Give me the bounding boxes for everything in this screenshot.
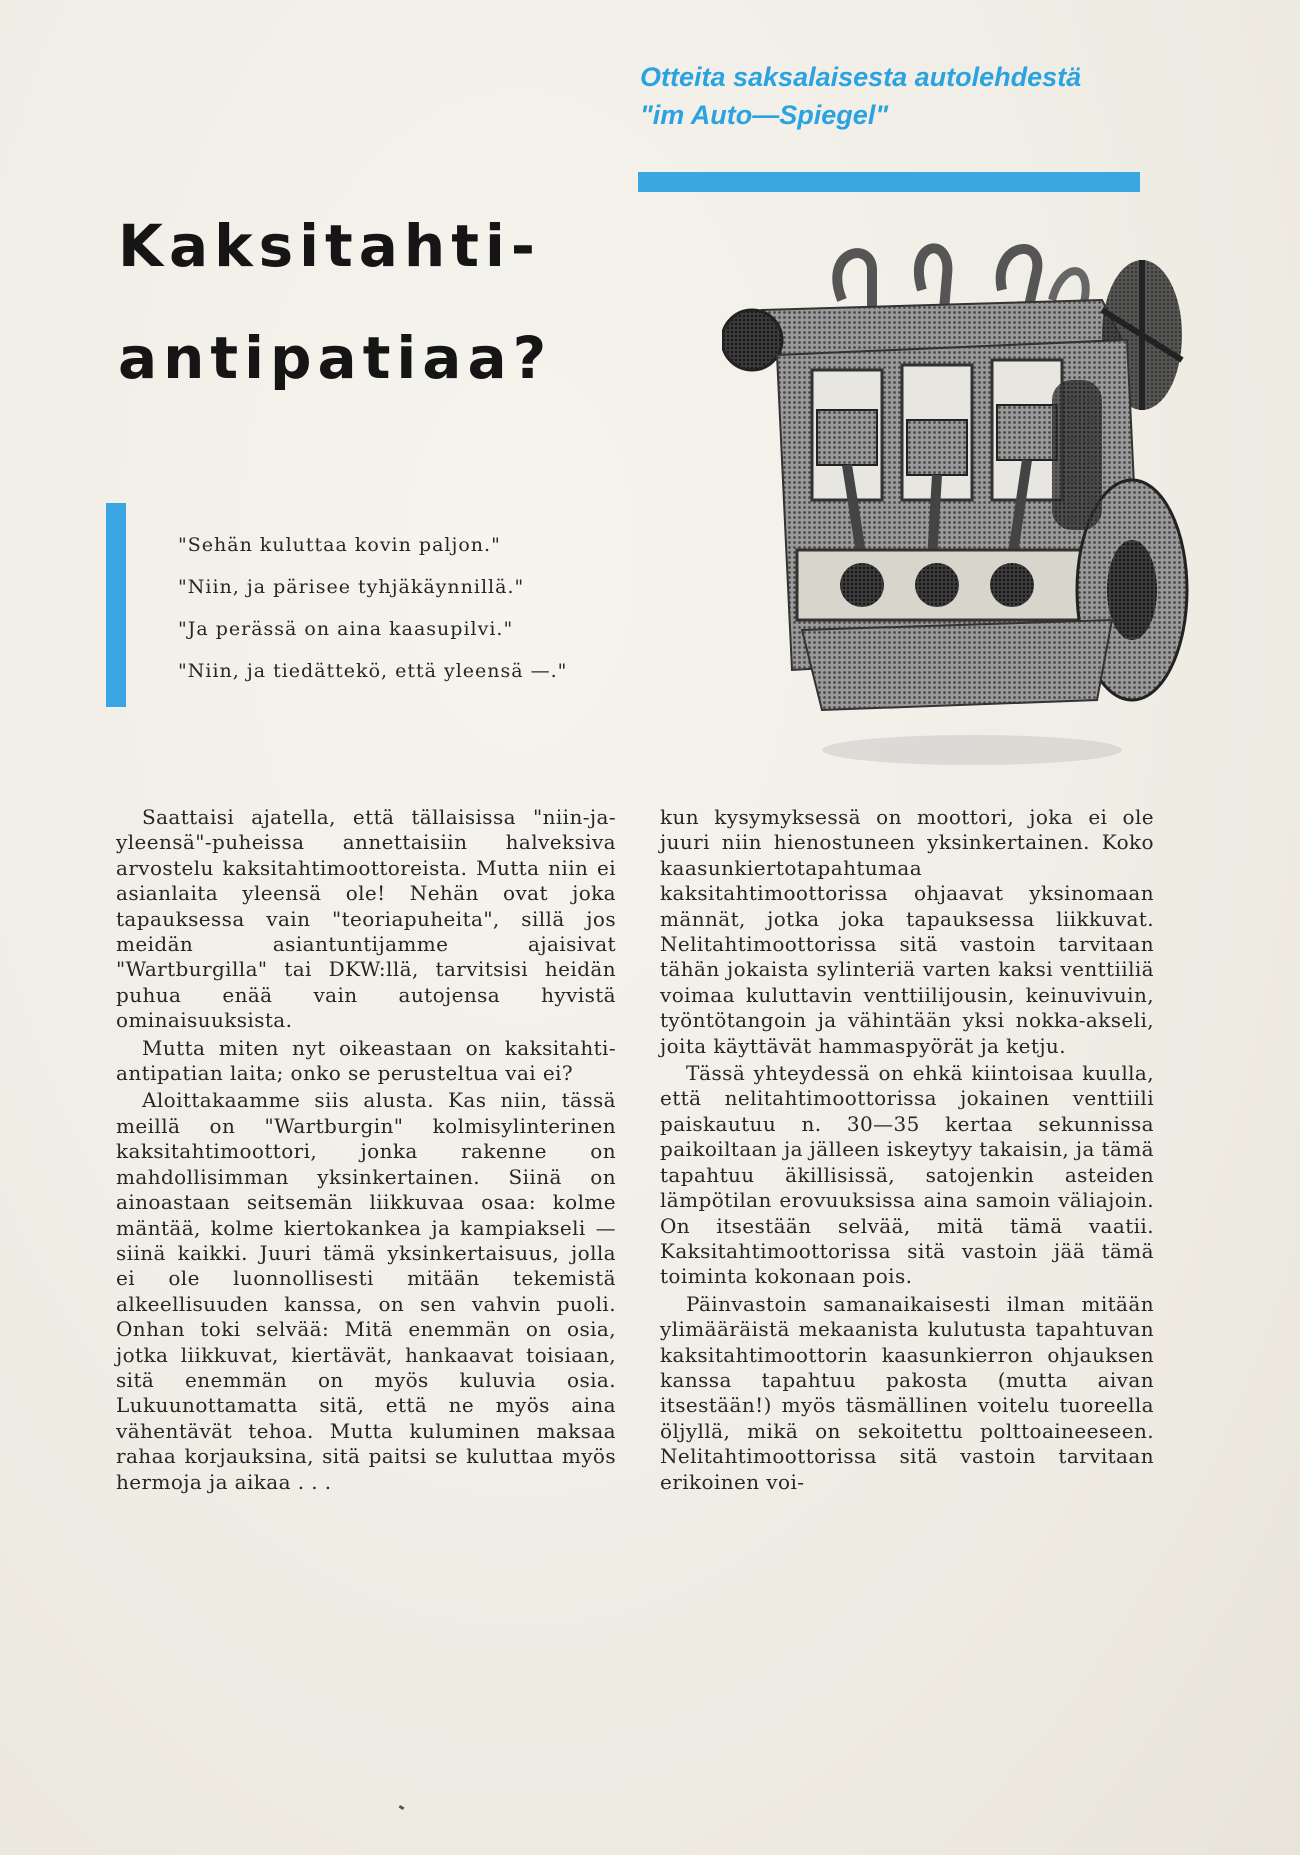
source-line-1: Otteita saksalaisesta autolehdestä (640, 62, 1082, 92)
dialogue-quotes (178, 524, 698, 692)
paragraph: Aloittakaamme siis alusta. Kas niin, tässä meillä on "Wartburgin" kolmisylinterinen kaksitahtimoottori, jonka rakenne on mahdollisimman yksinkertainen. Siinä on ainoastaan seitsemän liikkuvaa osaa: kolme mäntää, kolme kiertokankea ja kampiakseli — siinä kaikki. Juuri tämä yksinkertaisuus, jolla ei ole luonnollisesti mitään tekemistä alkeellisuuden kanssa, on sen vahvin puoli. Onhan toki selvää: Mitä enemmän on osia, jotka liikkuvat, kiertävät, hankaavat toisiaan, sitä enemmän on myös kuluvia osia. Lukuunottamatta sitä, että ne myös aina vähentävät tehoa. Mutta kuluminen maksaa rahaa korjauksina, sitä paitsi se kuluttaa myös hermoja ja aikaa . . . (116, 1088, 616, 1494)
paragraph: Mutta miten nyt oikeastaan on kaksitahti-antipatian laita; onko se perusteltua vai ei? (116, 1035, 616, 1086)
paragraph: Päinvastoin samanaikaisesti ilman mitään ylimääräistä mekaanista kulutusta tapahtuvan kaksitahtimoottorin kaasunkierron ohjauksen kanssa tapahtuu pakosta (mutta aivan itsestään!) myös täsmällinen voitelu tuoreella öljyllä, mikä on sekoitettu polttoaineeseen. Nelitahtimoottorissa sitä vastoin tarvitaan erikoinen voi- (660, 1291, 1154, 1494)
title-line-2: antipatiaa? (118, 324, 553, 392)
article-title (118, 190, 552, 414)
source-line-2: "im Auto—Spiegel" (640, 100, 889, 130)
paragraph: Saattaisi ajatella, että tällaisissa "niin-ja-yleensä"-puheissa annettaisiin halveksiva arvostelu kaksitahtimoottoreista. Mutta niin ei asianlaita yleensä ole! Nehän ovat joka tapauksessa vain "teoriapuheita", sillä jos meidän asiantuntijamme ajaisivat "Wartburgilla" tai DKW:llä, tarvitsisi heidän puhua enää vain autojensa hyvistä ominaisuuksista. (116, 805, 616, 1033)
title-line-1: Kaksitahti- (118, 212, 541, 280)
quote-line: "Sehän kuluttaa kovin paljon." (178, 534, 501, 556)
quote-line: "Niin, ja tiedättekö, että yleensä —." (178, 660, 568, 682)
quote-line: "Ja perässä on aina kaasupilvi." (178, 618, 514, 640)
right-text-column (660, 805, 1154, 1495)
source-caption (640, 58, 1200, 134)
paragraph: Tässä yhteydessä on ehkä kiintoisaa kuulla, että nelitahtimoottorissa jokainen venttiili paiskautuu n. 30—35 kertaa sekunnissa paikoiltaan ja jälleen iskeytyy takaisin, ja tämä tapahtuu äkillisissä, satojenkin asteiden lämpötilan erovuuksissa aina samoin väliajoin. On itsestään selvää, mitä tämä vaatii. Kaksitahtimoottorissa sitä vastoin jää tämä toiminta kokonaan pois. (660, 1061, 1155, 1289)
left-text-column (116, 805, 616, 1495)
engine-cutaway-icon (722, 230, 1192, 790)
quote-accent-bar (106, 503, 126, 707)
header-accent-bar (638, 172, 1140, 192)
quote-line: "Niin, ja pärisee tyhjäkäynnillä." (178, 576, 525, 598)
paragraph: kun kysymyksessä on moottori, joka ei ole juuri niin hienostuneen yksinkertainen. Koko kaasunkiertotapahtumaa kaksitahtimoottorissa ohjaavat yksinomaan männät, jotka joka tapauksessa liikkuvat. Nelitahtimoottorissa sitä vastoin tarvitaan tähän jokaista sylinteriä varten kaksi venttiiliä voimaa kuluttavin venttiilijousin, keinuvivuin, työntötangoin ja vähintään yksi nokka-akseli, joita käyttävät hammaspyörät ja ketju. (660, 805, 1154, 1058)
print-speck (399, 1805, 405, 1810)
